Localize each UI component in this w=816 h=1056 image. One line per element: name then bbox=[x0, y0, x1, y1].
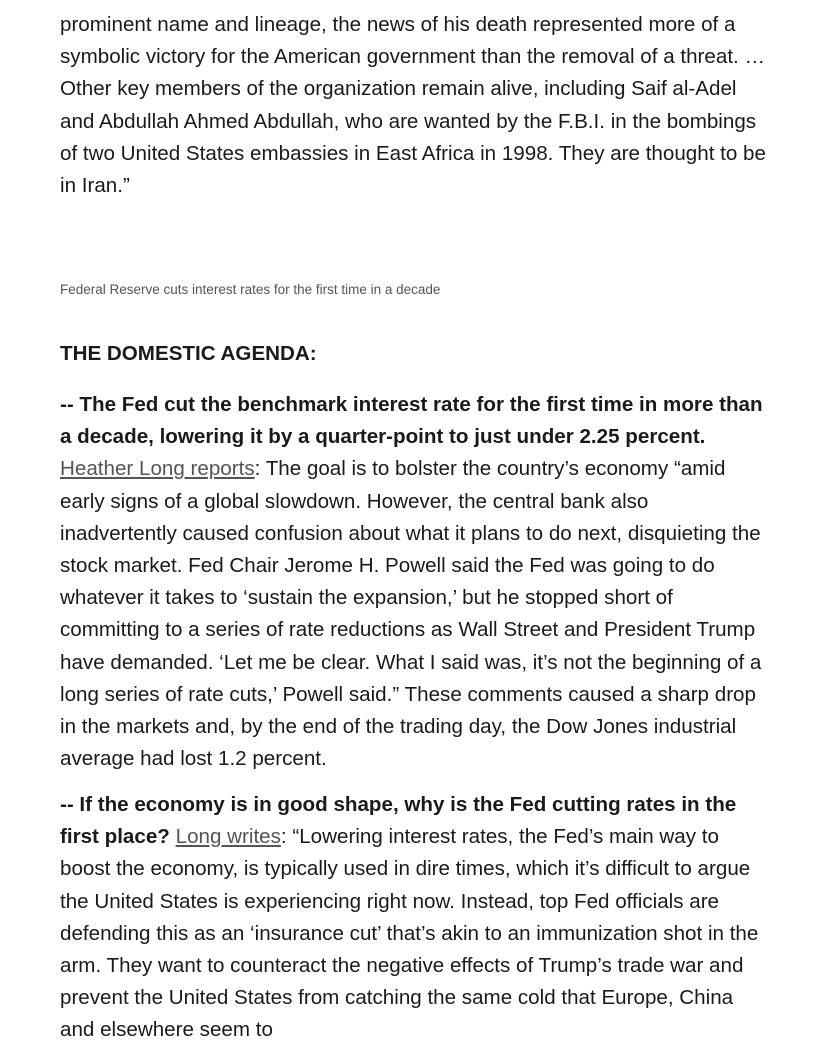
image-caption: Federal Reserve cuts interest rates for the first time in a decade bbox=[60, 282, 441, 297]
section-heading: THE DOMESTIC AGENDA: bbox=[60, 342, 317, 365]
fed-cut-body: : The goal is to bolster the country’s economy “amid early signs of a global slowdown. However, the central bank also inadvertently caused confusion about what it plans to do next, disquieting the stock market. Fed Chair Jerome H. Powell said the Fed was going to do whatever it takes to ‘sustain the expansion,’ but he stopped short of committing to a series of rate reductions as Wall Street and President Trump have demanded. ‘Let me be clear. What I said was, it’s not the beginning of a long series of rate cuts,’ Powell said.” These comments caused a sharp drop in the markets and, by the end of the trading day, the Dow Jones industrial average had lost 1.2 percent. bbox=[60, 457, 762, 771]
heather-long-reports-link[interactable]: Heather Long reports bbox=[60, 457, 255, 481]
intro-paragraph: prominent name and lineage, the news of his death represented more of a symbolic victory for the American government than the removal of a threat. … Other key members of the organization remain alive, including Saif al-Adel and Abdullah Ahmed Abdullah, who are wanted by the F.B.I. in the bombings of two United States embassies in East Africa in 1998. They are thought to be in Iran.” bbox=[60, 13, 766, 198]
long-writes-link[interactable]: Long writes bbox=[175, 825, 281, 849]
why-cut-paragraph bbox=[60, 789, 770, 1047]
fed-cut-lead: -- The Fed cut the benchmark interest rate for the first time in more than a decade, lowering it by a quarter-point to just under 2.25 percent. bbox=[60, 393, 763, 449]
fed-cut-paragraph bbox=[60, 389, 770, 775]
why-cut-lead: -- If the economy is in good shape, why is the Fed cutting rates in the first place? bbox=[60, 793, 737, 849]
article-body bbox=[60, 0, 770, 1042]
why-cut-body: : “Lowering interest rates, the Fed’s main way to boost the economy, is typically used in dire times, which it’s difficult to argue the United States is experiencing right now. Instead, top Fed officials are defending this as an ‘insurance cut’ that’s akin to an immunization shot in the arm. They want to counteract the negative effects of Trump’s trade war and prevent the United States from catching the same cold that Europe, China and elsewhere seem to bbox=[60, 825, 759, 1042]
